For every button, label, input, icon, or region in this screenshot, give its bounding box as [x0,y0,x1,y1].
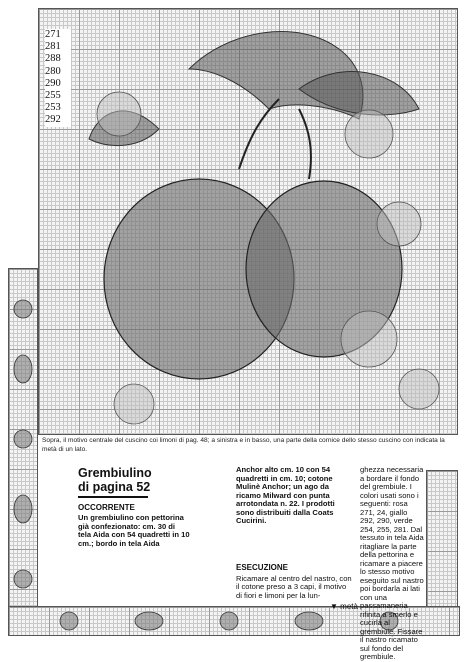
occorrente-text: Un grembiulino con pettorina già confezionato: cm. 30 di tela Aida con 54 quadretti in 10 cm.; bordo in tela Aida [78,513,190,548]
thread-number-list [45,29,71,127]
chart-caption: Sopra, il motivo centrale del cuscino coi limoni di pag. 48; a sinistra e in basso, una parte della cornice dello stesso cuscino con indicata la metà di un lato. [42,437,445,453]
frame-motif-left [9,269,37,633]
article-title-line-1: Grembiulino [78,466,152,480]
thread-number: 280 [45,66,71,78]
article-column-3: ghezza necessaria a bordare il fondo del grembiule. I colori usati sono i seguenti: rosa 271, 24, giallo 292, 290, verde 254, 255, 281. Dal tessuto in tela Aida ritagliare la parte della pettorina e ricamare a piacere lo stesso motivo eseguito sul nastro poi bordarla ai lati con una passamaneria rifinita a smerlo e cucirla al grembiule. Fissare il nastro ricamato sul fondo del grembiule. [360,465,424,661]
article-column-2: Anchor alto cm. 10 con 54 quadretti in cm. 10; cotone Mulinè Anchor; un ago da ricamo Milward con punta arrotondata n. 22. I prodotti sono distribuiti dalla Coats Cucirini. [236,465,335,525]
thread-number: 281 [45,41,71,53]
esecuzione-section [236,558,354,600]
half-marker [330,602,358,611]
thread-number: 255 [45,90,71,102]
thread-number: 253 [45,102,71,114]
lemon-cross-stitch-chart [38,8,458,435]
thread-number: 271 [45,29,71,41]
article-title-line-2: di pagina 52 [78,480,151,494]
title-rule [78,496,148,498]
occorrente-heading: OCCORRENTE [78,502,135,512]
thread-number: 290 [45,78,71,90]
esecuzione-text: Ricamare al centro del nastro, con il cotone preso a 3 capi, il motivo di fiori e limoni per la lun- [236,573,352,600]
arrow-down-icon: ▼ [330,602,338,611]
thread-number: 292 [45,114,71,126]
half-marker-label: metà [340,602,358,611]
frame-chart-left [8,268,38,634]
thread-number: 288 [45,53,71,65]
article-column-1 [78,466,190,548]
lemon-motif [39,9,457,434]
frame-chart-right [426,470,458,612]
esecuzione-heading: ESECUZIONE [236,563,289,572]
